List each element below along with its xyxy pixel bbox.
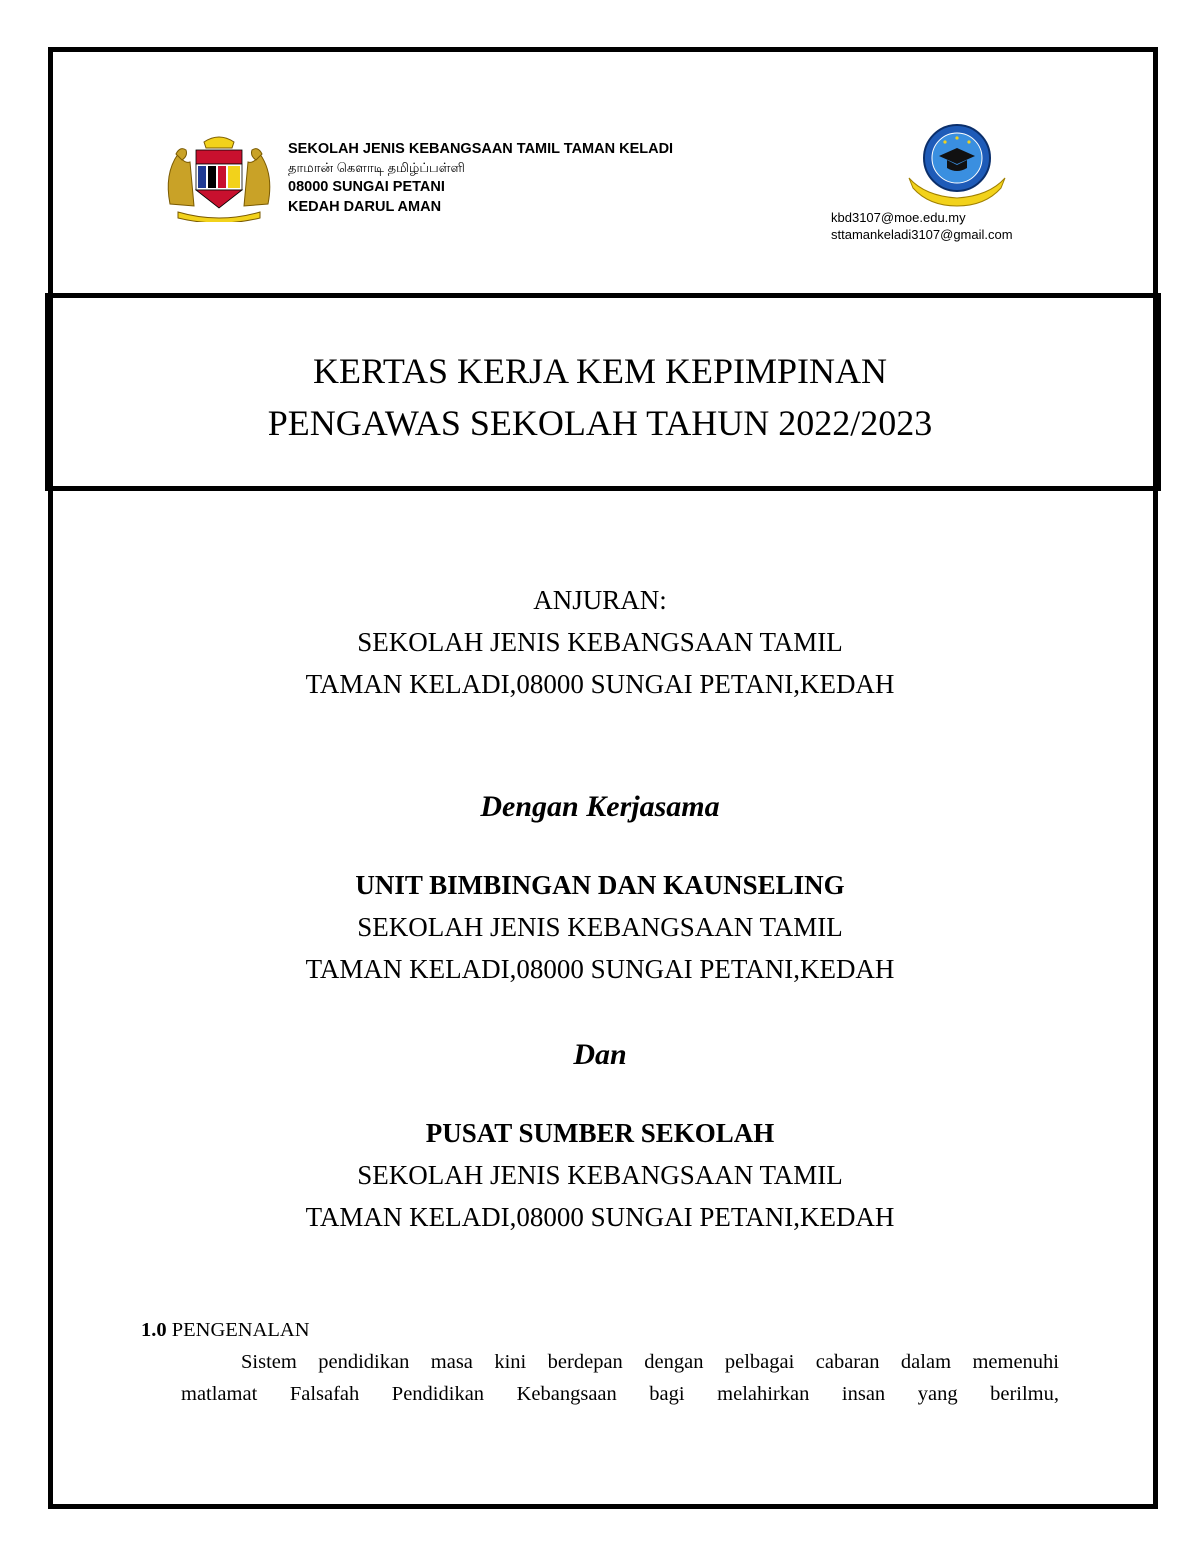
email-gmail: sttamankeladi3107@gmail.com [831, 227, 1013, 242]
unit2-line-2: TAMAN KELADI,08000 SUNGAI PETANI,KEDAH [305, 1202, 895, 1232]
organizer-block [0, 579, 1200, 705]
section-number: 1.0 [141, 1319, 167, 1341]
malaysia-coat-of-arms-icon [160, 134, 278, 222]
organizer-label: ANJURAN: [533, 585, 667, 615]
organizer-line-2: TAMAN KELADI,08000 SUNGAI PETANI,KEDAH [305, 669, 895, 699]
state-name: KEDAH DARUL AMAN [288, 199, 442, 215]
conjunction-label: Dan [573, 1038, 627, 1071]
page-border [48, 47, 1158, 1509]
school-name-tamil: தாமான் கெளாடி தமிழ்ப்பள்ளி [288, 160, 465, 175]
title-line-1: KERTAS KERJA KEM KEPIMPINAN [313, 351, 887, 391]
unit2-line-1: SEKOLAH JENIS KEBANGSAAN TAMIL [357, 1160, 843, 1190]
organizer-line-1: SEKOLAH JENIS KEBANGSAAN TAMIL [357, 627, 843, 657]
school-logo-icon [905, 122, 1009, 208]
cooperation-label: Dengan Kerjasama [480, 790, 720, 823]
section-heading [141, 1315, 310, 1345]
postcode-city: 08000 SUNGAI PETANI [288, 179, 445, 195]
document-title [0, 345, 1200, 449]
unit2-block [0, 1112, 1200, 1238]
intro-paragraph-line-2: matlamat Falsafah Pendidikan Kebangsaan bagi melahirkan insan yang berilmu, [181, 1383, 1059, 1405]
unit1-block [0, 864, 1200, 990]
section-title: PENGENALAN [171, 1319, 310, 1341]
email-moe: kbd3107@moe.edu.my [831, 210, 966, 225]
unit2-name: PUSAT SUMBER SEKOLAH [425, 1118, 775, 1148]
unit1-line-2: TAMAN KELADI,08000 SUNGAI PETANI,KEDAH [305, 954, 895, 984]
title-line-2: PENGAWAS SEKOLAH TAHUN 2022/2023 [267, 403, 933, 443]
intro-paragraph-line-1: Sistem pendidikan masa kini berdepan dengan pelbagai cabaran dalam memenuhi [241, 1351, 1059, 1373]
school-name: SEKOLAH JENIS KEBANGSAAN TAMIL TAMAN KELADI [288, 141, 674, 157]
unit1-line-1: SEKOLAH JENIS KEBANGSAAN TAMIL [357, 912, 843, 942]
unit1-name: UNIT BIMBINGAN DAN KAUNSELING [355, 870, 845, 900]
